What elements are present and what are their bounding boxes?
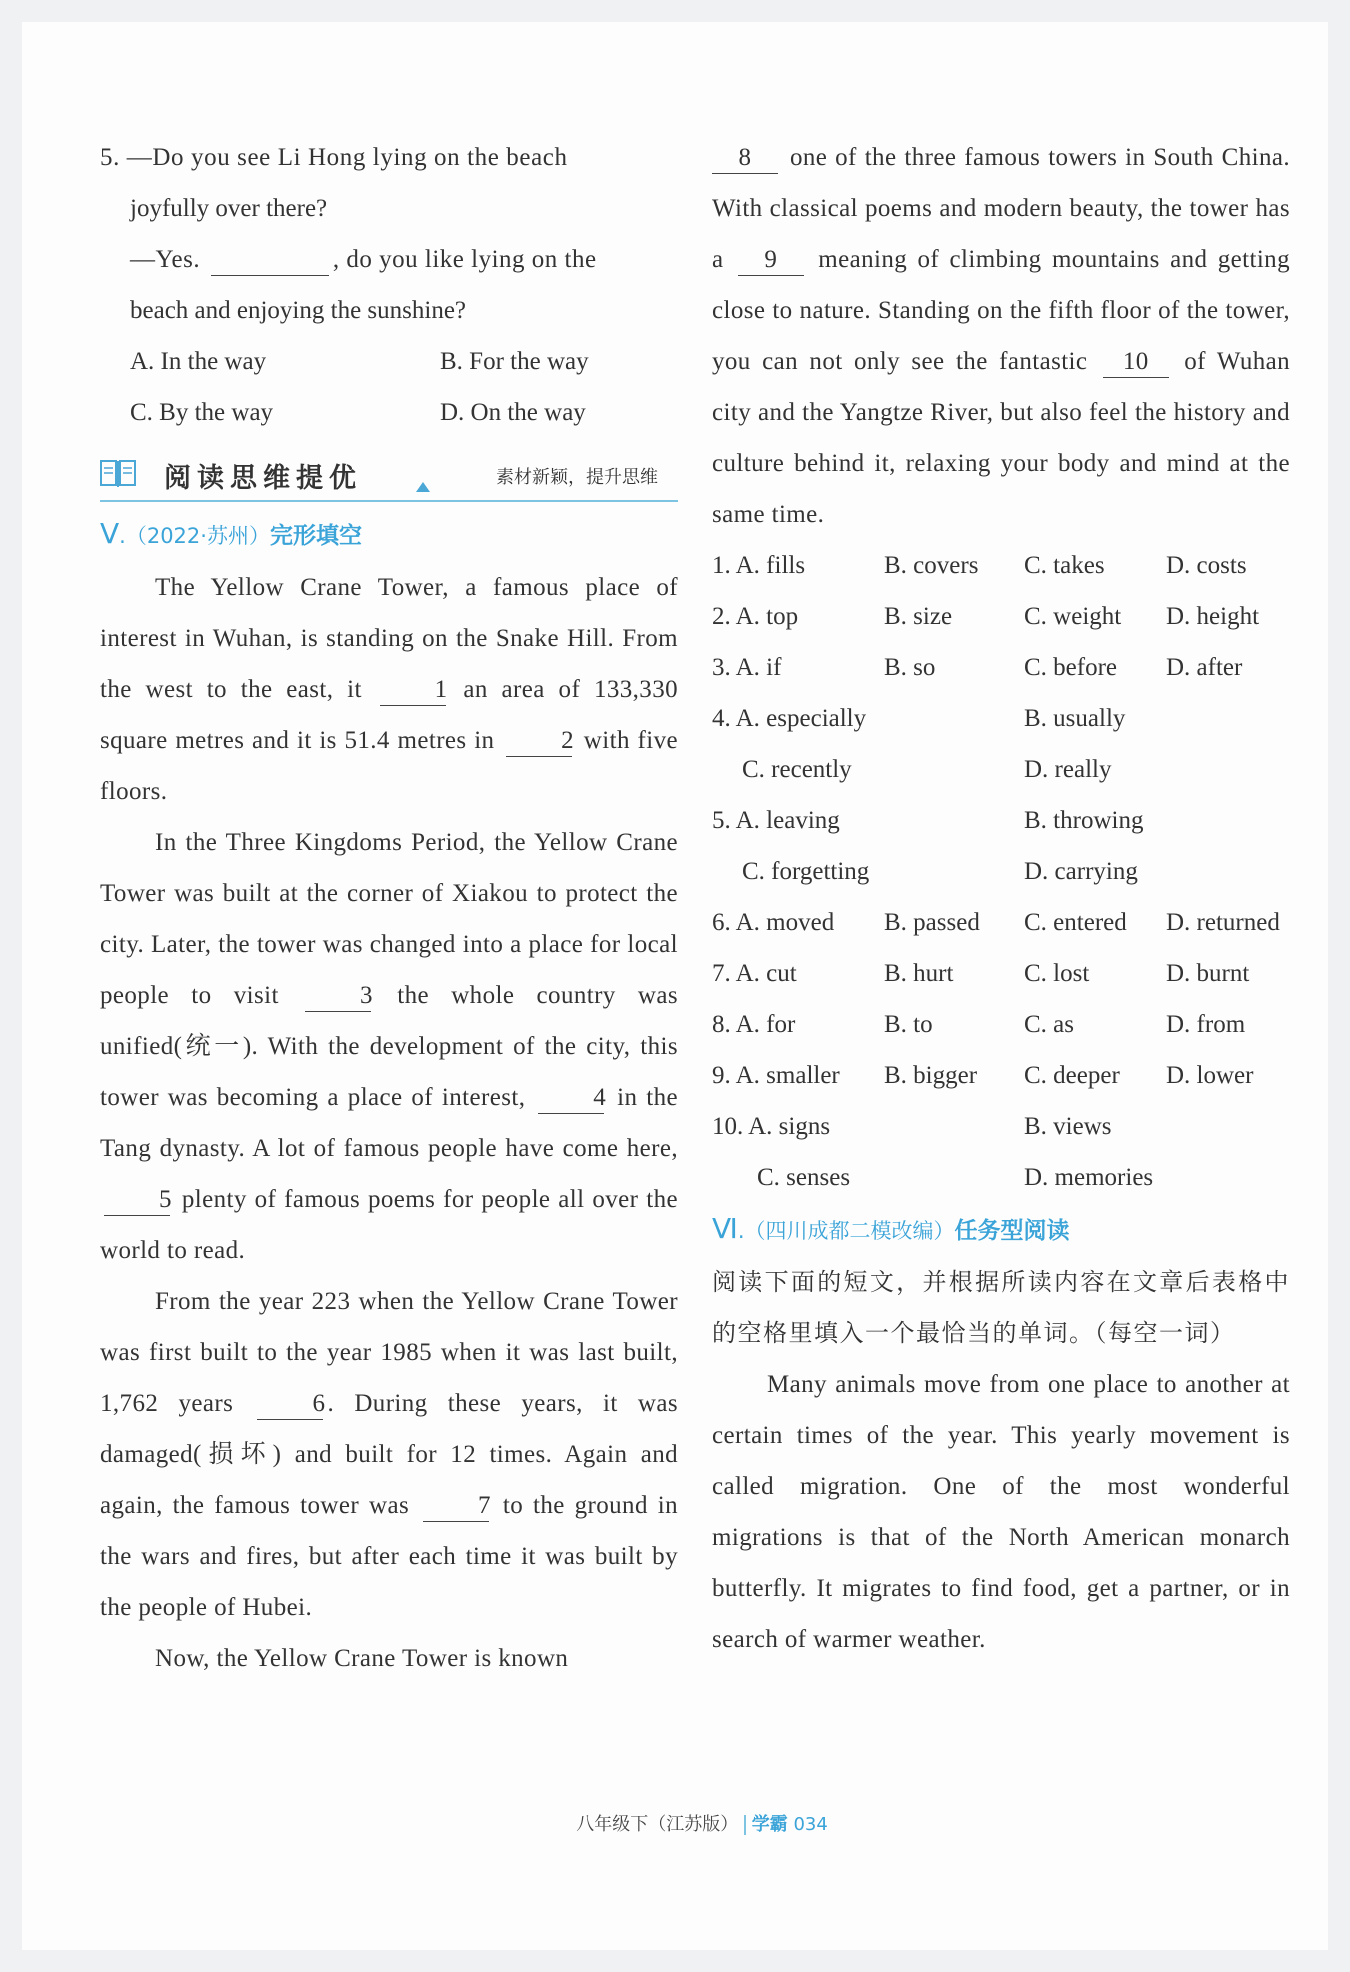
passage-text: an area of 133,330 square metres and it is 51.4 metres in [100,676,678,754]
passage-text: From the year 223 when the Yellow Crane Tower was first built to the year 1985 when it was last built, 1,762 years [100,1288,678,1417]
part-6-label: 任务型阅读 [954,1218,1070,1244]
option[interactable]: D. after [1166,654,1243,681]
option[interactable]: B. bigger [884,1062,978,1089]
passage-text: of Wuhan city and the Yangtze River, but also feel the history and culture behind it, relaxing your body and mind at the same time. [712,348,1291,528]
choice-row-9 [712,1050,1290,1101]
option[interactable]: B. hurt [884,960,954,987]
option[interactable]: C. takes [1024,552,1105,579]
question-5-line-4: beach and enjoying the sunshine? [130,297,467,324]
option[interactable]: B. to [884,1011,933,1038]
passage-text: with five floors. [100,727,678,805]
blank-1[interactable]: 1 [380,675,446,706]
choice-row-4b [712,744,1290,795]
choice-row-4a [712,693,1290,744]
option[interactable]: D. returned [1166,909,1280,936]
option[interactable]: D. costs [1166,552,1247,579]
footer-brand: 学霸 [751,1814,788,1835]
blank-7[interactable]: 7 [423,1491,489,1522]
section-subtitle: 素材新颖，提升思维 [496,467,658,488]
option[interactable]: B. covers [884,552,979,579]
passage-text: plenty of famous poems for people all over the world to read. [100,1186,678,1264]
footer-divider [744,1815,746,1835]
section-header [100,456,678,502]
answer-blank[interactable] [211,245,329,276]
reply-suffix: , do you like lying on the [332,246,597,273]
option[interactable]: C. as [1024,1011,1074,1038]
option[interactable]: C. weight [1024,603,1122,630]
book-icon [100,458,136,488]
option[interactable]: 7. A. cut [712,960,797,987]
blank-5[interactable]: 5 [104,1185,170,1216]
question-5-reply [100,234,678,285]
option[interactable]: C. senses [757,1164,851,1191]
option-b[interactable]: B. For the way [440,348,589,375]
right-column [712,132,1290,1665]
option[interactable]: B. passed [884,909,980,936]
option-d[interactable]: D. On the way [440,399,586,426]
option[interactable]: D. burnt [1166,960,1250,987]
left-column [100,132,678,1684]
passage-text: in the Tang dynasty. A lot of famous people have come here, [100,1084,679,1162]
passage-text: . During these years, it was damaged(损坏) and built for 12 times. Again and again, the famous tower was [100,1390,678,1519]
option[interactable]: B. size [884,603,953,630]
footer-grade: 八年级下（江苏版） [576,1814,739,1835]
option[interactable]: 4. A. especially [712,705,867,732]
option[interactable]: D. memories [1024,1164,1154,1191]
passage-paragraph-1 [100,562,678,817]
option[interactable]: 5. A. leaving [712,807,840,834]
option[interactable]: 9. A. smaller [712,1062,840,1089]
page-number: 034 [793,1814,828,1835]
blank-10[interactable]: 10 [1103,347,1169,378]
option[interactable]: C. forgetting [742,858,870,885]
part-6-numeral: Ⅵ [712,1212,738,1245]
option[interactable]: D. height [1166,603,1260,630]
option[interactable]: 8. A. for [712,1011,796,1038]
option[interactable]: C. deeper [1024,1062,1120,1089]
question-5-line-1: 5. —Do you see Li Hong lying on the beach [100,144,568,171]
option[interactable]: 2. A. top [712,603,799,630]
part-5-label: 完形填空 [269,523,362,549]
option[interactable]: 1. A. fills [712,552,806,579]
triangle-marker-icon [416,482,430,492]
passage-paragraph-2 [100,817,678,1276]
choice-row-6 [712,897,1290,948]
blank-9[interactable]: 9 [738,245,804,276]
page-footer [492,1810,912,1836]
option[interactable]: C. before [1024,654,1118,681]
passage-text: one of the three famous towers in South China. With classical poems and modern beauty, the tower has a [712,144,1290,273]
passage-text: In the Three Kingdoms Period, the Yellow Crane Tower was built at the corner of Xiakou to protect the city. Later, the tower was changed into a place for local people to visit [100,829,678,1009]
choice-row-10b [712,1152,1290,1203]
option[interactable]: D. from [1166,1011,1246,1038]
option[interactable]: 10. A. signs [712,1113,831,1140]
option[interactable]: 6. A. moved [712,909,835,936]
part-6-title [712,1203,1290,1257]
option[interactable]: C. entered [1024,909,1127,936]
choice-list [712,540,1290,1203]
passage-paragraph-4-cont [712,132,1290,540]
part-5-numeral: Ⅴ [100,517,120,550]
part-6-source: .（四川成都二模改编） [737,1219,955,1243]
choice-row-8 [712,999,1290,1050]
option[interactable]: B. so [884,654,936,681]
passage-paragraph-4-start: Now, the Yellow Crane Tower is known [155,1645,569,1672]
passage-text: the whole country was unified(统一). With the development of the city, this tower was becoming a place of interest, [100,982,679,1111]
part-6-passage: Many animals move from one place to another at certain times of the year. This yearly movement is called migration. One of the most wonderful migrations is that of the North American monarch butterfly. It migrates to find food, get a partner, or in search of warmer weather. [712,1371,1290,1653]
blank-4[interactable]: 4 [538,1083,604,1114]
blank-8[interactable]: 8 [712,143,778,174]
blank-3[interactable]: 3 [305,981,371,1012]
question-5 [100,132,678,438]
blank-6[interactable]: 6 [257,1389,323,1420]
choice-row-10a [712,1101,1290,1152]
option[interactable]: B. throwing [1024,807,1144,834]
passage-text: meaning of climbing mountains and getting close to nature. Standing on the fifth floor of the tower, you can not only see the fantastic [712,246,1290,375]
choice-row-5a [712,795,1290,846]
choice-row-1 [712,540,1290,591]
choice-row-2 [712,591,1290,642]
option[interactable]: D. carrying [1024,858,1138,885]
option[interactable]: D. really [1024,756,1112,783]
question-5-options [100,336,678,438]
passage-text: to the ground in the wars and fires, but after each time it was built by the people of Hubei. [100,1492,678,1621]
choice-row-7 [712,948,1290,999]
option[interactable]: C. recently [742,756,852,783]
option[interactable]: B. usually [1024,705,1126,732]
blank-2[interactable]: 2 [506,726,572,757]
option[interactable]: C. lost [1024,960,1090,987]
option[interactable]: 3. A. if [712,654,782,681]
section-title: 阅读思维提优 [164,463,362,494]
reply-prefix: —Yes. [130,246,201,273]
passage-text: The Yellow Crane Tower, a famous place of interest in Wuhan, is standing on the Snake Hill. From the west to the east, it [100,574,678,703]
part-5-title [100,508,678,562]
choice-row-3 [712,642,1290,693]
choice-row-5b [712,846,1290,897]
part-5-source: .（2022·苏州） [119,524,270,548]
part-6-instruction: 阅读下面的短文，并根据所读内容在文章后表格中的空格里填入一个最恰当的单词。（每空一词） [712,1268,1290,1347]
option-a[interactable]: A. In the way [130,348,267,375]
option[interactable]: B. views [1024,1113,1112,1140]
question-5-line-2: joyfully over there? [130,195,328,222]
option[interactable]: D. lower [1166,1062,1254,1089]
passage-paragraph-3 [100,1276,678,1633]
option-c[interactable]: C. By the way [130,399,274,426]
